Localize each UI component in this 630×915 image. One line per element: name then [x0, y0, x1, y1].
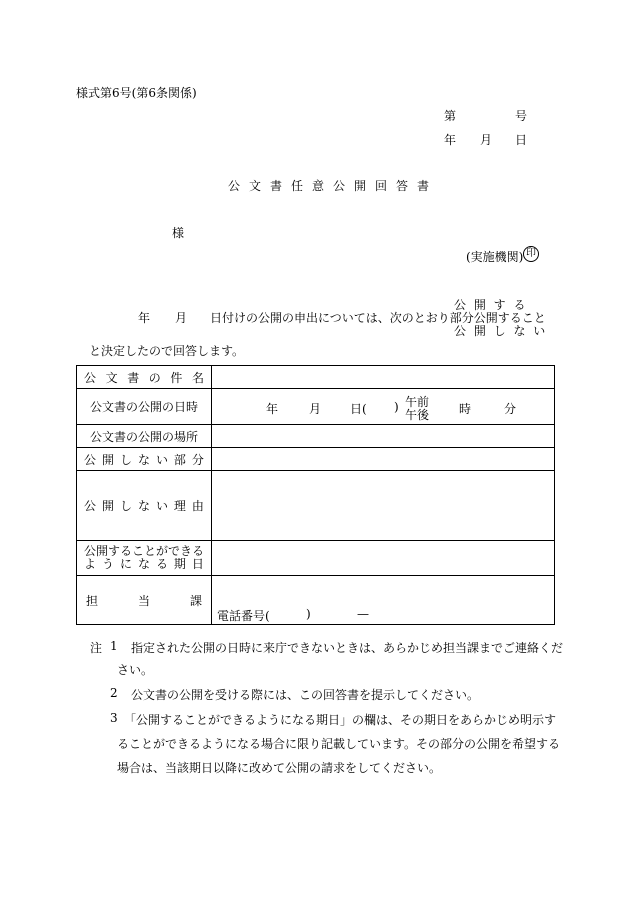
row-place	[77, 425, 555, 448]
note-3-number: 3	[110, 711, 118, 725]
doc-number-prefix: 第	[444, 109, 457, 123]
date-month: 月	[480, 133, 493, 147]
seal-mark	[523, 246, 539, 262]
label-section: 担 当 課	[77, 576, 212, 625]
value-place	[212, 425, 555, 448]
option-disclose: 公 開 す る	[454, 298, 528, 312]
label-datetime: 公文書の公開の日時	[77, 389, 212, 425]
value-subject	[212, 366, 555, 389]
row-undisclosed-part	[77, 448, 555, 471]
doc-number-suffix: 号	[515, 109, 528, 123]
notes-prefix: 注	[90, 641, 103, 655]
date-day: 日	[515, 133, 528, 147]
row-subject	[77, 366, 555, 389]
value-section	[212, 576, 555, 625]
phone-label: 電話番号(	[217, 609, 270, 623]
dt-am: 午前	[405, 395, 430, 409]
dt-month: 月	[309, 402, 322, 416]
value-datetime	[212, 389, 555, 425]
addressee-suffix: 様	[172, 226, 185, 240]
dt-day: 日(	[350, 402, 367, 416]
note-3-line2: ることができるようになる場合に限り記載しています。その部分の公開を希望する	[117, 737, 561, 751]
body-year: 年	[138, 311, 151, 325]
note-3-line1: 「公開することができるようになる期日」の欄は、その期日をあらかじめ明示す	[124, 713, 557, 727]
agency-label: (実施機関)	[466, 250, 524, 264]
note-1-number: 1	[110, 639, 118, 653]
seal-char: 印	[526, 248, 536, 259]
body-text-line1: 日付けの公開の申出については、次のとおり部分公開すること	[210, 311, 546, 325]
value-possible-period	[212, 541, 555, 576]
label-subject: 公 文 書 の 件 名	[77, 366, 212, 389]
body-month: 月	[175, 311, 188, 325]
label-possible-period-line1: 公開することができる	[84, 544, 205, 558]
value-undisclosed-part	[212, 448, 555, 471]
body-text-line2: と決定したので回答します。	[89, 344, 245, 358]
dt-year: 年	[266, 402, 279, 416]
response-form-table	[76, 365, 555, 625]
row-possible-period	[77, 541, 555, 576]
row-undisclosed-reason	[77, 471, 555, 541]
row-section	[77, 576, 555, 625]
label-place: 公文書の公開の場所	[77, 425, 212, 448]
phone-close-paren: )	[306, 607, 311, 621]
note-2-number: 2	[110, 686, 118, 700]
date-year: 年	[444, 133, 457, 147]
label-possible-period: 公開することができる よ う に な る 期 日	[77, 541, 212, 576]
note-1-line1: 指定された公開の日時に来庁できないときは、あらかじめ担当課までご連絡くだ	[131, 641, 564, 655]
dt-close-paren: )	[394, 400, 399, 414]
dt-hour: 時	[459, 402, 472, 416]
note-3-line3: 場合は、当該期日以降に改めて公開の請求をしてください。	[117, 761, 442, 775]
note-1-line2: さい。	[117, 663, 154, 677]
row-datetime	[77, 389, 555, 425]
dt-pm: 午後	[405, 408, 430, 422]
option-not-disclose: 公 開 し な い	[454, 324, 548, 338]
dt-minute: 分	[504, 402, 517, 416]
value-undisclosed-reason	[212, 471, 555, 541]
form-number: 様式第6号(第6条関係)	[76, 86, 197, 100]
note-2-line1: 公文書の公開を受ける際には、この回答書を提示してください。	[131, 688, 480, 702]
label-undisclosed-reason: 公 開 し な い 理 由	[77, 471, 212, 541]
document-title: 公文書任意公開回答書	[228, 179, 439, 193]
phone-dash: —	[357, 607, 369, 621]
label-undisclosed-part: 公 開 し な い 部 分	[77, 448, 212, 471]
